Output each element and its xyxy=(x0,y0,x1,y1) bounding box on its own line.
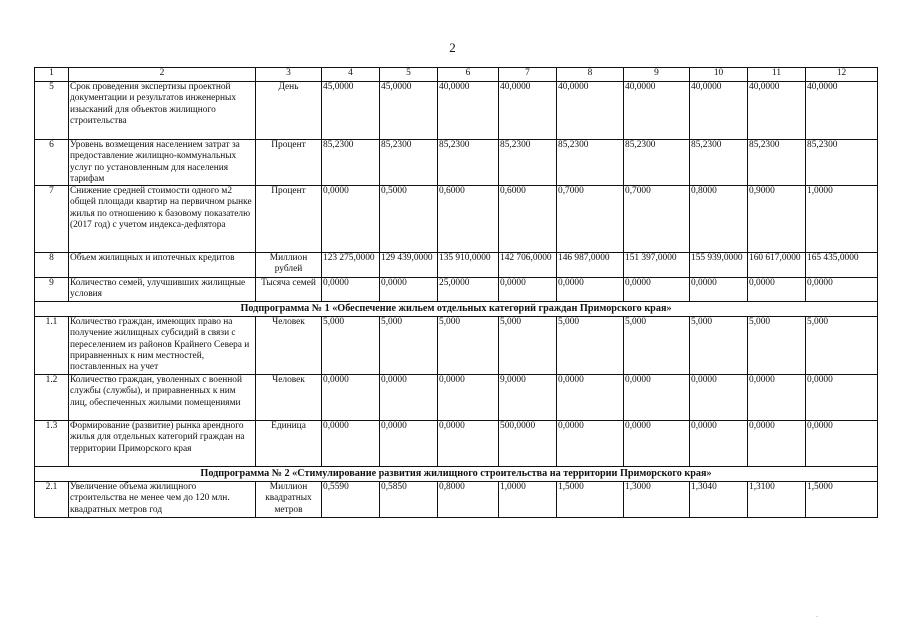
value-cell: 0,0000 xyxy=(748,375,806,421)
value-cell: 0,0000 xyxy=(322,375,380,421)
table-row xyxy=(35,421,878,467)
value-cell: 0,7000 xyxy=(624,186,690,253)
value-cell: 0,0000 xyxy=(690,278,748,302)
value-cell: 123 275,0000 xyxy=(322,253,380,278)
value-cell: 45,0000 xyxy=(322,82,380,140)
value-cell: 0,0000 xyxy=(806,421,878,467)
value-cell: 85,2300 xyxy=(499,140,557,186)
value-cell: 155 939,0000 xyxy=(690,253,748,278)
indicator-name-cell: Количество семей, улучшивших жилищные условия xyxy=(69,278,256,302)
table-row xyxy=(35,253,878,278)
value-cell: 85,2300 xyxy=(557,140,624,186)
value-cell: 0,0000 xyxy=(557,375,624,421)
value-cell: 0,6000 xyxy=(499,186,557,253)
value-cell: 0,0000 xyxy=(624,375,690,421)
value-cell: 0,0000 xyxy=(624,278,690,302)
header-cell: 10 xyxy=(690,68,748,82)
header-cell: 3 xyxy=(256,68,322,82)
value-cell: 5,000 xyxy=(690,317,748,375)
value-cell: 165 435,0000 xyxy=(806,253,878,278)
value-cell: 25,0000 xyxy=(438,278,499,302)
indicator-name-cell: Уровень возмещения населением затрат за предоставление жилищно-коммунальных услуг по установленным для населения тарифам xyxy=(69,140,256,186)
value-cell: 0,6000 xyxy=(438,186,499,253)
value-cell: 5,000 xyxy=(806,317,878,375)
value-cell: 0,0000 xyxy=(806,278,878,302)
value-cell: 500,0000 xyxy=(499,421,557,467)
value-cell: 0,0000 xyxy=(438,375,499,421)
header-cell: 1 xyxy=(35,68,69,82)
value-cell: 85,2300 xyxy=(322,140,380,186)
value-cell: 0,8000 xyxy=(690,186,748,253)
row-number-cell: 2.1 xyxy=(35,482,69,518)
value-cell: 1,3000 xyxy=(624,482,690,518)
unit-cell: Единица xyxy=(256,421,322,467)
value-cell: 85,2300 xyxy=(624,140,690,186)
value-cell: 1,3040 xyxy=(690,482,748,518)
value-cell: 0,0000 xyxy=(748,421,806,467)
unit-cell: Тысяча семей xyxy=(256,278,322,302)
value-cell: 1,5000 xyxy=(557,482,624,518)
table-row xyxy=(35,375,878,421)
value-cell: 1,0000 xyxy=(806,186,878,253)
indicator-name-cell: Срок проведения экспертизы проектной документации и результатов инженерных изысканий для объектов жилищного строительства xyxy=(69,82,256,140)
value-cell: 5,000 xyxy=(438,317,499,375)
header-cell: 8 xyxy=(557,68,624,82)
unit-cell: День xyxy=(256,82,322,140)
table-row xyxy=(35,278,878,302)
row-number-cell: 1.3 xyxy=(35,421,69,467)
value-cell: 0,0000 xyxy=(380,375,438,421)
value-cell: 0,0000 xyxy=(322,186,380,253)
indicator-name-cell: Снижение средней стоимости одного м2 общей площади квартир на первичном рынке жилья по отношению к базовому показателю (2017 год) с учетом индекса-дефлятора xyxy=(69,186,256,253)
row-number-cell: 9 xyxy=(35,278,69,302)
value-cell: 45,0000 xyxy=(380,82,438,140)
value-cell: 0,0000 xyxy=(748,278,806,302)
indicator-name-cell: Количество граждан, имеющих право на получение жилищных субсидий в связи с переселением из районов Крайнего Севера и приравненных к ним местностей, поставленных на учет xyxy=(69,317,256,375)
value-cell: 0,0000 xyxy=(624,421,690,467)
row-number-cell: 7 xyxy=(35,186,69,253)
value-cell: 129 439,0000 xyxy=(380,253,438,278)
page-number: 2 xyxy=(449,40,456,55)
row-number-cell: 1.1 xyxy=(35,317,69,375)
unit-cell: Человек xyxy=(256,375,322,421)
value-cell: 0,5590 xyxy=(322,482,380,518)
unit-cell: Миллион квадратных метров xyxy=(256,482,322,518)
indicator-name-cell: Увеличение объема жилищного строительства не менее чем до 120 млн. квадратных метров год xyxy=(69,482,256,518)
header-cell: 12 xyxy=(806,68,878,82)
value-cell: 0,0000 xyxy=(806,375,878,421)
header-cell: 4 xyxy=(322,68,380,82)
value-cell: 0,0000 xyxy=(322,278,380,302)
row-number-cell: 1.2 xyxy=(35,375,69,421)
value-cell: 1,5000 xyxy=(806,482,878,518)
value-cell: 0,0000 xyxy=(690,421,748,467)
table-row xyxy=(35,317,878,375)
header-cell: 9 xyxy=(624,68,690,82)
subprogram-title: Подпрограмма № 2 «Стимулирование развития жилищного строительства на территории Приморского края» xyxy=(35,467,878,482)
unit-cell: Процент xyxy=(256,140,322,186)
value-cell: 5,000 xyxy=(380,317,438,375)
indicator-name-cell: Формирование (развитие) рынка арендного жилья для отдельных категорий граждан на территории Приморского края xyxy=(69,421,256,467)
value-cell: 0,0000 xyxy=(690,375,748,421)
indicators-table xyxy=(34,67,878,518)
value-cell: 0,7000 xyxy=(557,186,624,253)
value-cell: 40,0000 xyxy=(438,82,499,140)
value-cell: 5,000 xyxy=(748,317,806,375)
value-cell: 40,0000 xyxy=(806,82,878,140)
value-cell: 40,0000 xyxy=(499,82,557,140)
value-cell: 40,0000 xyxy=(690,82,748,140)
value-cell: 85,2300 xyxy=(690,140,748,186)
value-cell: 0,5850 xyxy=(380,482,438,518)
subprogram-title: Подпрограмма № 1 «Обеспечение жильем отдельных категорий граждан Приморского края» xyxy=(35,302,878,317)
value-cell: 135 910,0000 xyxy=(438,253,499,278)
value-cell: 0,0000 xyxy=(557,421,624,467)
value-cell: 5,000 xyxy=(624,317,690,375)
indicator-name-cell: Объем жилищных и ипотечных кредитов xyxy=(69,253,256,278)
table-row xyxy=(35,82,878,140)
subprogram-row xyxy=(35,467,878,482)
table-row xyxy=(35,140,878,186)
value-cell: 146 987,0000 xyxy=(557,253,624,278)
value-cell: 40,0000 xyxy=(624,82,690,140)
value-cell: 0,8000 xyxy=(438,482,499,518)
value-cell: 0,0000 xyxy=(380,278,438,302)
table-header-row xyxy=(35,68,878,82)
value-cell: 160 617,0000 xyxy=(748,253,806,278)
value-cell: 0,0000 xyxy=(499,278,557,302)
unit-cell: Миллион рублей xyxy=(256,253,322,278)
header-cell: 11 xyxy=(748,68,806,82)
indicator-name-cell: Количество граждан, уволенных с военной службы (службы), и приравненных к ним лиц, обеспеченных жилыми помещениями xyxy=(69,375,256,421)
value-cell: 0,0000 xyxy=(557,278,624,302)
value-cell: 0,0000 xyxy=(438,421,499,467)
value-cell: 0,9000 xyxy=(748,186,806,253)
value-cell: 40,0000 xyxy=(748,82,806,140)
value-cell: 5,000 xyxy=(322,317,380,375)
row-number-cell: 6 xyxy=(35,140,69,186)
value-cell: 0,0000 xyxy=(380,421,438,467)
table-row xyxy=(35,186,878,253)
value-cell: 0,5000 xyxy=(380,186,438,253)
value-cell: 142 706,0000 xyxy=(499,253,557,278)
value-cell: 85,2300 xyxy=(806,140,878,186)
value-cell: 151 397,0000 xyxy=(624,253,690,278)
value-cell: 1,3100 xyxy=(748,482,806,518)
value-cell: 9,0000 xyxy=(499,375,557,421)
value-cell: 5,000 xyxy=(557,317,624,375)
value-cell: 0,0000 xyxy=(322,421,380,467)
header-cell: 6 xyxy=(438,68,499,82)
value-cell: 5,000 xyxy=(499,317,557,375)
header-cell: 5 xyxy=(380,68,438,82)
header-cell: 7 xyxy=(499,68,557,82)
row-number-cell: 8 xyxy=(35,253,69,278)
value-cell: 85,2300 xyxy=(380,140,438,186)
row-number-cell: 5 xyxy=(35,82,69,140)
subprogram-row xyxy=(35,302,878,317)
unit-cell: Процент xyxy=(256,186,322,253)
value-cell: 85,2300 xyxy=(438,140,499,186)
table-row xyxy=(35,482,878,518)
value-cell: 1,0000 xyxy=(499,482,557,518)
unit-cell: Человек xyxy=(256,317,322,375)
value-cell: 40,0000 xyxy=(557,82,624,140)
scan-artifact: . xyxy=(816,610,818,619)
value-cell: 85,2300 xyxy=(748,140,806,186)
header-cell: 2 xyxy=(69,68,256,82)
